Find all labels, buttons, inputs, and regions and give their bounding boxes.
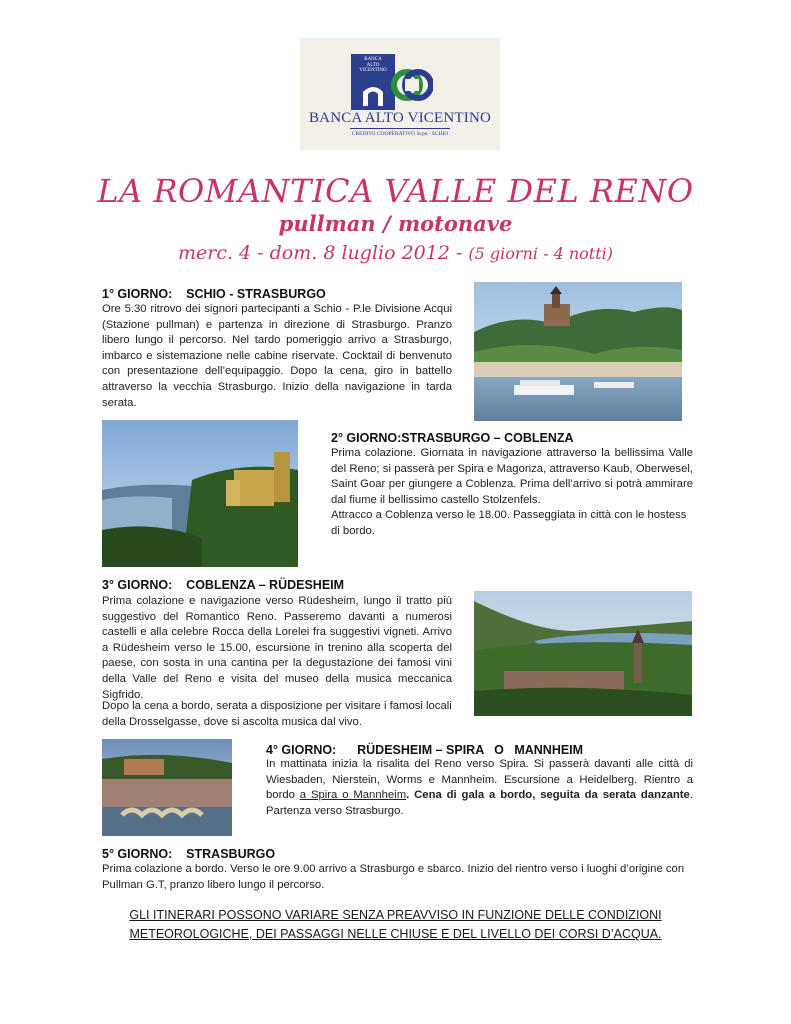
page-subtitle: pullman / motonave — [278, 211, 513, 236]
day4-text-a: In mattinata inizia la risalita del Reno verso Spira. Si passerà davanti alle città di Wiesbaden, Nierstein, Worms e Mannheim. Escursione a Heidelberg. Rientro a bordo — [266, 758, 693, 802]
day4-heading: 4° GIORNO: RÜDESHEIM – SPIRA O MANNHEIM — [266, 743, 584, 757]
day2-text2: Attracco a Coblenza verso le 18.00. Passeggiata in città con le hostess di bordo. — [331, 509, 687, 537]
disclaimer-line1: GLI ITINERARI POSSONO VARIARE SENZA PREAVVISO IN FUNZIONE DELLE CONDIZIONI — [129, 908, 662, 922]
photo-heidelberg — [102, 739, 232, 836]
day3-text2: Dopo la cena a bordo, serata a disposizione per visitare i famosi locali della Drosselgasse, dove si ascolta musica dal vivo. — [102, 700, 452, 728]
logo-small-line1: BANCA — [364, 57, 382, 62]
photo-rhine-valley-town — [474, 591, 692, 716]
arch-icon — [361, 84, 385, 106]
trip-duration: (5 giorni - 4 notti) — [468, 244, 613, 263]
day4-text-c: . Partenza verso Strasburgo. — [266, 789, 693, 817]
day1-heading: 1° GIORNO: SCHIO - STRASBURGO — [102, 287, 326, 301]
bank-logo — [300, 38, 500, 150]
rings-icon — [391, 64, 433, 106]
day2-heading: 2° GIORNO:STRASBURGO – COBLENZA — [331, 431, 574, 445]
bank-subtitle: CREDITO COOPERATIVO Scpa - SCHIO — [351, 131, 449, 137]
logo-small-line2: ALTO VICENTINO — [359, 63, 387, 73]
page-title: LA ROMANTICA VALLE DEL RENO — [97, 172, 694, 210]
photo-stolzenfels-castle — [102, 420, 298, 567]
day3-text: Prima colazione e navigazione verso Rüdesheim, lungo il tratto più suggestivo del Romantico Reno. Passeremo davanti a numerosi castelli e alla celebre Rocca della Lorelei fra suggestivi vigneti. Arrivo a Rüdesheim verso le 15.00, escursione in trenino alla scoperta del paese, con sosta in una cantina per la degustazione dei famosi vini della Valle del Reno e visita del museo della musica meccanica Sigfrido. — [102, 595, 452, 701]
trip-dates — [0, 242, 791, 264]
day2-text: Prima colazione. Giornata in navigazione attraverso la bellissima Valle del Reno; si passerà per Spira e Magonza, attraverso Kaub, Oberwesel, Saint Goar per giungere a Coblenza. Prima dell’arrivo si potrà ammirare dal fiume il bellissimo castello Stolzenfels. — [331, 447, 693, 506]
day4-text-underlined: a Spira o Mannheim — [299, 789, 407, 802]
bank-name: BANCA ALTO VICENTINO — [308, 110, 492, 126]
day3-heading: 3° GIORNO: COBLENZA – RÜDESHEIM — [102, 578, 345, 592]
day4-text-bold: . Cena di gala a bordo, seguita da serata danzante — [406, 789, 690, 802]
bank-logo-mark — [351, 54, 439, 110]
logo-blue-block — [351, 54, 395, 110]
disclaimer-line2: METEOROLOGICHE, DEI PASSAGGI NELLE CHIUSE E DEL LIVELLO DEI CORSI D’ACQUA. — [129, 927, 662, 941]
day5-heading: 5° GIORNO: STRASBURGO — [102, 847, 276, 861]
itinerary-disclaimer — [0, 906, 791, 944]
day4-text — [266, 757, 693, 819]
day5-text: Prima colazione a bordo. Verso le ore 9.00 arrivo a Strasburgo e sbarco. Inizio del rientro verso i luoghi d’origine con Pullman G.T, pranzo libero lungo il percorso. — [102, 863, 685, 891]
trip-dates-main: merc. 4 - dom. 8 luglio 2012 - — [177, 242, 469, 264]
day1-text: Ore 5.30 ritrovo dei signori partecipanti a Schio - P.le Divisione Acqui (Stazione pullman) e partenza in direzione di Strasburgo. Pranzo libero lungo il percorso. Nel tardo pomeriggio arrivo a Strasburgo, imbarco e sistemazione nelle cabine riservate. Cocktail di benvenuto con presentazione dell’equipaggio. Dopo la cena, giro in battello attraverso la vecchia Strasburgo. Inizio della navigazione in tarda serata. — [102, 303, 452, 409]
logo-divider — [350, 128, 450, 129]
photo-cochem-castle — [474, 282, 682, 421]
